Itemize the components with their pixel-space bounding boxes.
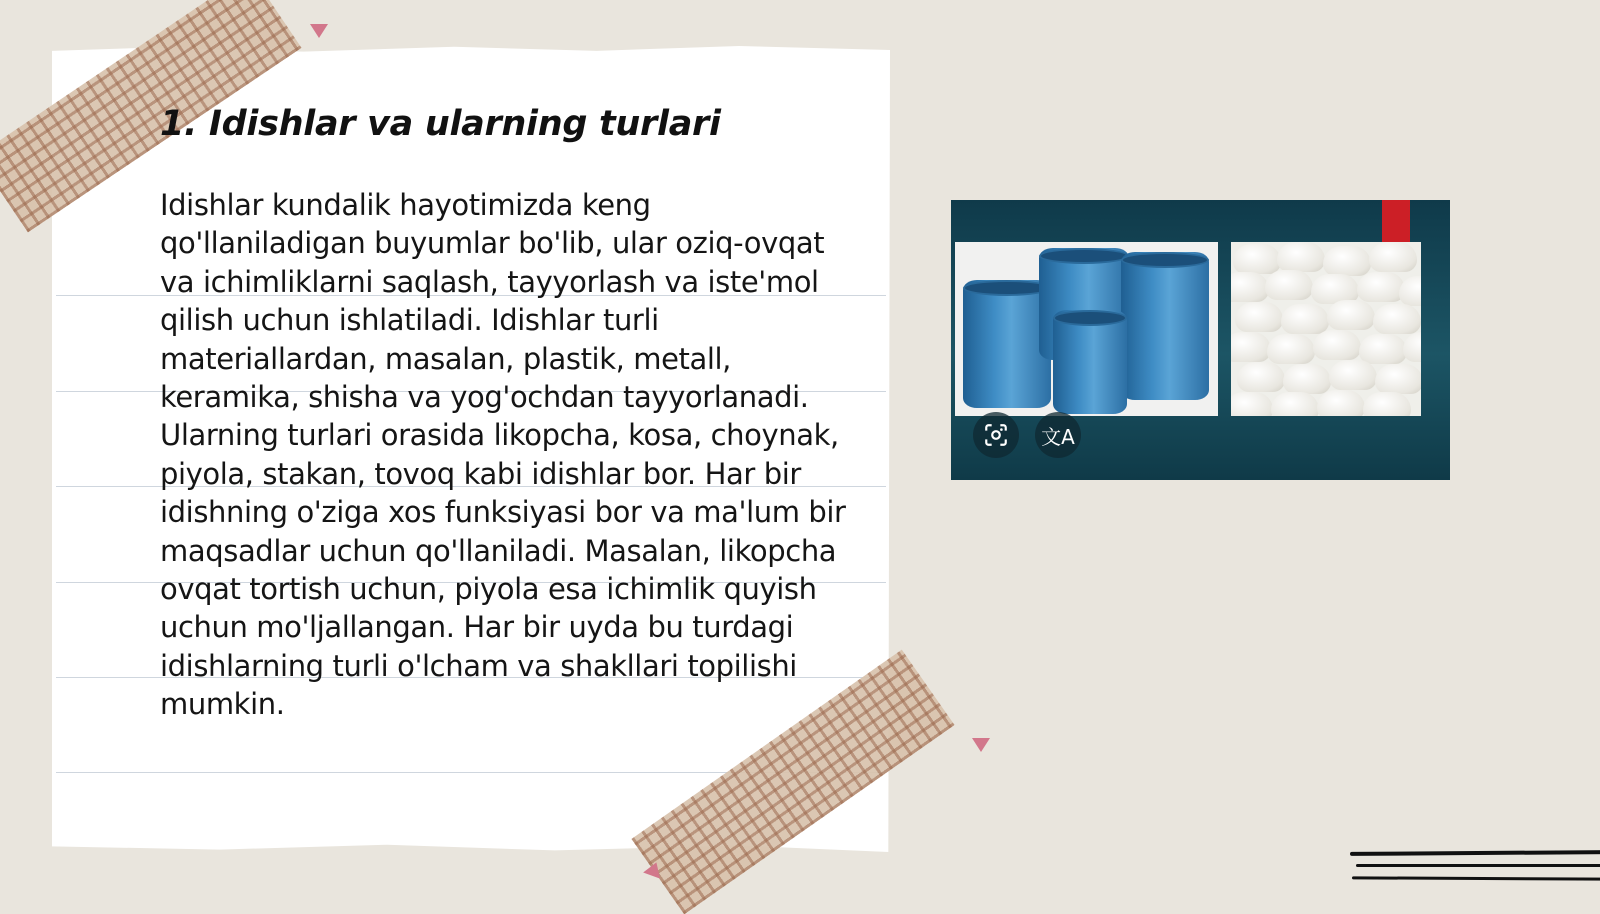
sack <box>1363 392 1411 416</box>
sack <box>1373 304 1421 334</box>
sack <box>1329 360 1377 390</box>
slide-title: 1. Idishlar va ularning turlari <box>160 104 721 144</box>
sack <box>1359 334 1407 364</box>
barrels-photo <box>955 242 1218 416</box>
sack <box>1267 334 1315 364</box>
sack <box>1323 246 1371 276</box>
visual-search-button[interactable] <box>973 412 1019 458</box>
barrel <box>1053 310 1127 414</box>
decorative-line <box>1352 876 1600 880</box>
sack <box>1237 362 1285 392</box>
image-card[interactable] <box>951 200 1450 480</box>
camera-search-icon <box>983 422 1009 448</box>
sack <box>1277 242 1325 272</box>
translate-icon: 文A <box>1041 424 1075 449</box>
sack <box>1283 364 1331 394</box>
sack <box>1317 390 1365 416</box>
red-tab <box>1382 200 1410 242</box>
sack <box>1235 302 1283 332</box>
decorative-line <box>1356 864 1600 867</box>
sack <box>1369 242 1417 272</box>
sacks-photo <box>1231 242 1421 416</box>
barrel <box>963 280 1051 408</box>
pin-icon <box>310 24 328 38</box>
translate-button[interactable] <box>1035 412 1081 458</box>
sack <box>1357 272 1405 302</box>
sack <box>1231 332 1271 362</box>
sack <box>1327 300 1375 330</box>
sack <box>1231 392 1273 416</box>
sack <box>1265 270 1313 300</box>
sack <box>1271 392 1319 416</box>
sack <box>1233 244 1281 274</box>
sack <box>1281 304 1329 334</box>
sack <box>1403 332 1421 362</box>
barrel <box>1121 252 1209 400</box>
slide-body-text: Idishlar kundalik hayotimizda keng qo'llaniladigan buyumlar bo'lib, ular oziq-ovqat va ichimliklarni saqlash, tayyorlash va iste'mol qilish uchun ishlatiladi. Idishlar turli materiallardan, masalan, plastik, metall, keramika, shisha va yog'ochdan tayyorlanadi. Ularning turlari orasida likopcha, kosa, choynak, piyola, stakan, tovoq kabi idishlar bor. Har bir idishning o'ziga xos funksiyasi bor va ma'lum bir maqsadlar uchun qo'llaniladi. Masalan, likopcha ovqat tortish uchun, piyola esa ichimlik quyish uchun mo'ljallangan. Har bir uyda bu turdagi idishlarning turli o'lcham va shakllari topilishi mumkin. <box>160 188 846 722</box>
sack <box>1231 272 1269 302</box>
decorative-line <box>1350 850 1600 856</box>
sack <box>1313 330 1361 360</box>
sack <box>1375 364 1421 394</box>
pin-icon <box>972 738 990 752</box>
